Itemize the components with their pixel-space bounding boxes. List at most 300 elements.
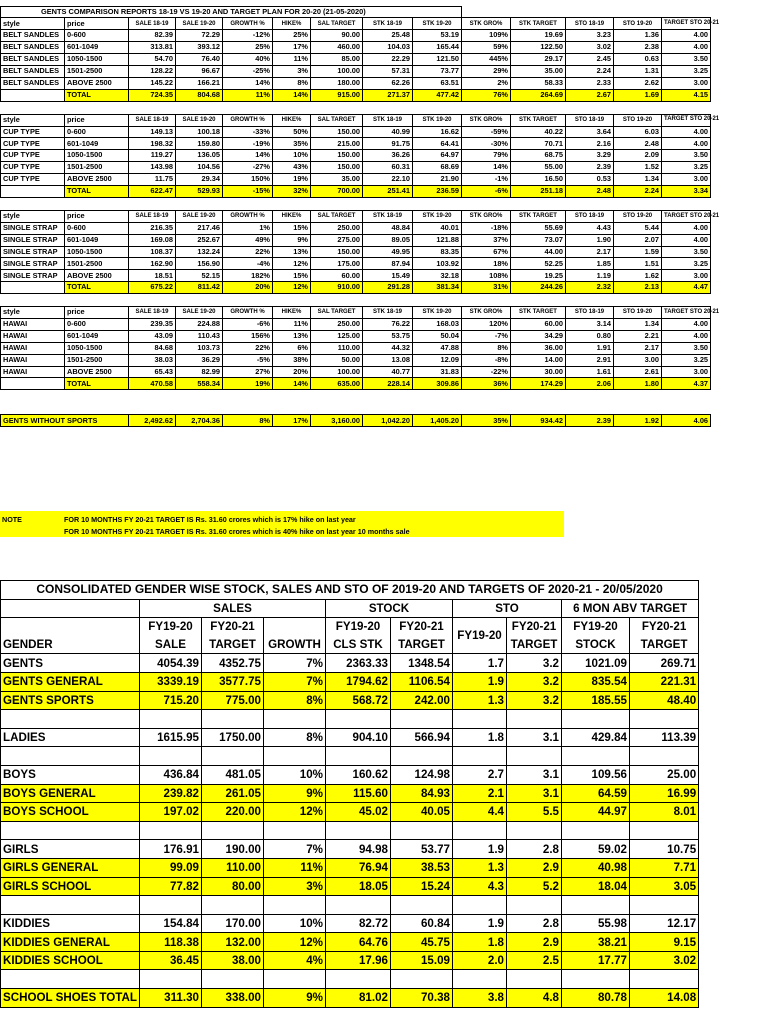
consolidated-cell: 1106.54 xyxy=(391,672,453,691)
consolidated-cell: 40.98 xyxy=(562,858,630,877)
consolidated-gap-row xyxy=(1,747,699,766)
cell: 2.39 xyxy=(566,162,614,174)
cell: 13.08 xyxy=(363,354,413,366)
consolidated-row xyxy=(1,933,699,952)
data-row xyxy=(1,270,711,282)
cell: 4.00 xyxy=(662,234,711,246)
col-header: STO 19-20 xyxy=(614,210,662,222)
cell: 90.00 xyxy=(311,30,363,42)
total-cell: 4.15 xyxy=(662,89,711,101)
consolidated-cell: 60.84 xyxy=(391,914,453,933)
consolidated-cell: 36.45 xyxy=(140,951,202,970)
consolidated-cell: 715.20 xyxy=(140,691,202,710)
cell: 168.03 xyxy=(413,318,462,330)
cell: 150.00 xyxy=(311,162,363,174)
consolidated-cell: 8% xyxy=(264,691,326,710)
cell: 4.00 xyxy=(662,126,711,138)
gender-label: GIRLS GENERAL xyxy=(1,858,140,877)
cell: 2.61 xyxy=(614,366,662,378)
gents-without-sports-cell: 2,704.36 xyxy=(176,415,223,427)
consolidated-cell: 5.5 xyxy=(507,803,562,822)
cell: -22% xyxy=(462,366,511,378)
report-title-row xyxy=(1,7,711,18)
cell: 47.88 xyxy=(413,342,462,354)
gap-cell xyxy=(630,710,699,729)
hdr-fy1920-stk-b: CLS STK xyxy=(326,636,391,654)
cell: 216.35 xyxy=(129,222,176,234)
cell: 1.51 xyxy=(614,258,662,270)
total-cell: 2.13 xyxy=(614,282,662,294)
cell: 11% xyxy=(273,318,311,330)
cell: 125.00 xyxy=(311,330,363,342)
cell: 6.03 xyxy=(614,126,662,138)
cell: SINGLE STRAP xyxy=(1,270,65,282)
consolidated-cell: 15.09 xyxy=(391,951,453,970)
consolidated-cell: 64.59 xyxy=(562,784,630,803)
cell: 2.45 xyxy=(566,54,614,66)
cell: 3.00 xyxy=(662,77,711,89)
consolidated-cell: 18.04 xyxy=(562,877,630,896)
consolidated-cell: 3.2 xyxy=(507,691,562,710)
gents-without-sports-cell: 8% xyxy=(223,415,273,427)
cell: 169.08 xyxy=(129,234,176,246)
cell: 87.94 xyxy=(363,258,413,270)
cell: 3.25 xyxy=(662,162,711,174)
consolidated-cell: 7.71 xyxy=(630,858,699,877)
col-header: STK 19-20 xyxy=(413,210,462,222)
col-header: STK TARGET xyxy=(511,114,566,126)
gap-cell xyxy=(630,970,699,989)
cell: 64.41 xyxy=(413,138,462,150)
col-header: STK 18-19 xyxy=(363,114,413,126)
col-header: GROWTH % xyxy=(223,210,273,222)
total-cell: TOTAL xyxy=(65,89,129,101)
hdr-six-target-a: FY20-21 xyxy=(630,618,699,636)
consolidated-cell: 170.00 xyxy=(202,914,264,933)
hdr-fy2021-stk-b: TARGET xyxy=(391,636,453,654)
cell: 12.09 xyxy=(413,354,462,366)
consolidated-cell: 3.1 xyxy=(507,765,562,784)
cell: ABOVE 2500 xyxy=(65,77,129,89)
total-cell xyxy=(1,185,65,197)
consolidated-cell: 45.02 xyxy=(326,803,391,822)
col-header: STK GRO% xyxy=(462,18,511,30)
consolidated-cell: 38.53 xyxy=(391,858,453,877)
consolidated-cell: 2.9 xyxy=(507,933,562,952)
cell: 166.21 xyxy=(176,77,223,89)
cell: SINGLE STRAP xyxy=(1,234,65,246)
total-cell: 14% xyxy=(273,378,311,390)
consolidated-cell: 2.5 xyxy=(507,951,562,970)
total-cell: 31% xyxy=(462,282,511,294)
cell: 110.00 xyxy=(311,342,363,354)
cell: 50.00 xyxy=(311,354,363,366)
cell: 601-1049 xyxy=(65,42,129,54)
gents-without-sports-cell: 4.06 xyxy=(662,415,711,427)
cell: 65.43 xyxy=(129,366,176,378)
gap-cell xyxy=(140,821,202,840)
consolidated-cell: 4054.39 xyxy=(140,654,202,673)
total-cell: 36% xyxy=(462,378,511,390)
col-header: style xyxy=(1,307,65,319)
cell: 19.69 xyxy=(511,30,566,42)
total-cell: 635.00 xyxy=(311,378,363,390)
gents-without-sports-cell: 3,160.00 xyxy=(311,415,363,427)
cell: 275.00 xyxy=(311,234,363,246)
cell: CUP TYPE xyxy=(1,162,65,174)
cell: 182% xyxy=(223,270,273,282)
gender-label: GENTS xyxy=(1,654,140,673)
consolidated-cell: 1615.95 xyxy=(140,728,202,747)
cell: 36.29 xyxy=(176,354,223,366)
gender-label: GENTS SPORTS xyxy=(1,691,140,710)
cell: SINGLE STRAP xyxy=(1,246,65,258)
consolidated-cell: 1.9 xyxy=(453,840,507,859)
consolidated-cell: 311.30 xyxy=(140,989,202,1008)
consolidated-cell: 242.00 xyxy=(391,691,453,710)
cell: 108.37 xyxy=(129,246,176,258)
cell: 122.50 xyxy=(511,42,566,54)
cell: SINGLE STRAP xyxy=(1,258,65,270)
consolidated-cell: 481.05 xyxy=(202,765,264,784)
cell: -4% xyxy=(223,258,273,270)
cell: ABOVE 2500 xyxy=(65,366,129,378)
cell: 3.00 xyxy=(662,270,711,282)
consolidated-cell: 82.72 xyxy=(326,914,391,933)
total-cell: 2.48 xyxy=(566,185,614,197)
consolidated-row xyxy=(1,728,699,747)
col-header: HIKE% xyxy=(273,114,311,126)
cell: 60.31 xyxy=(363,162,413,174)
total-cell: 915.00 xyxy=(311,89,363,101)
col-header: style xyxy=(1,18,65,30)
cell: -27% xyxy=(223,162,273,174)
consolidated-cell: 11% xyxy=(264,858,326,877)
hdr-fy1920-sale-b: SALE xyxy=(140,636,202,654)
cell: 150.00 xyxy=(311,126,363,138)
gap-cell xyxy=(140,896,202,915)
cell: 40.99 xyxy=(363,126,413,138)
cell: 22% xyxy=(223,342,273,354)
total-cell: 76% xyxy=(462,89,511,101)
col-header: STK GRO% xyxy=(462,114,511,126)
consolidated-cell: 3.1 xyxy=(507,728,562,747)
cell: 1.36 xyxy=(614,30,662,42)
cell: 119.27 xyxy=(129,150,176,162)
cell: 14% xyxy=(223,77,273,89)
cell: 0-600 xyxy=(65,30,129,42)
consolidated-cell: 3.1 xyxy=(507,784,562,803)
cell: 162.90 xyxy=(129,258,176,270)
cell: 40.77 xyxy=(363,366,413,378)
cell: 40.01 xyxy=(413,222,462,234)
gap-cell xyxy=(202,896,264,915)
total-cell: 2.24 xyxy=(614,185,662,197)
col-header: STK GRO% xyxy=(462,210,511,222)
consolidated-cell: 45.75 xyxy=(391,933,453,952)
consolidated-cell: 10% xyxy=(264,765,326,784)
consolidated-gap-row xyxy=(1,970,699,989)
cell: 150% xyxy=(223,174,273,186)
gap-cell xyxy=(562,710,630,729)
col-header: STK 19-20 xyxy=(413,307,462,319)
cell: 14% xyxy=(223,150,273,162)
cell: 36.00 xyxy=(511,342,566,354)
consolidated-cell: 124.98 xyxy=(391,765,453,784)
cell: 1.31 xyxy=(614,65,662,77)
section-gap xyxy=(1,197,711,210)
gap-cell xyxy=(453,710,507,729)
total-cell: 309.86 xyxy=(413,378,462,390)
cell: 22% xyxy=(223,246,273,258)
consolidated-cell: 4.3 xyxy=(453,877,507,896)
consolidated-cell: 4.4 xyxy=(453,803,507,822)
gap-cell xyxy=(1,896,140,915)
cell: -33% xyxy=(223,126,273,138)
gender-label: BOYS SCHOOL xyxy=(1,803,140,822)
consolidated-cell: 239.82 xyxy=(140,784,202,803)
total-row xyxy=(1,282,711,294)
total-cell: 236.59 xyxy=(413,185,462,197)
cell: CUP TYPE xyxy=(1,138,65,150)
gap-cell xyxy=(453,970,507,989)
hdr-six-target-b: TARGET xyxy=(630,636,699,654)
cell: 2.62 xyxy=(614,77,662,89)
cell: 37% xyxy=(462,234,511,246)
gap-cell xyxy=(326,747,391,766)
col-header: SALE 19-20 xyxy=(176,210,223,222)
gap-cell xyxy=(391,970,453,989)
total-cell: 4.37 xyxy=(662,378,711,390)
consolidated-row xyxy=(1,784,699,803)
col-header: STK 18-19 xyxy=(363,307,413,319)
total-cell: 174.29 xyxy=(511,378,566,390)
consolidated-cell: 1750.00 xyxy=(202,728,264,747)
consolidated-cell: 118.38 xyxy=(140,933,202,952)
cell: 84.68 xyxy=(129,342,176,354)
gap-cell xyxy=(391,896,453,915)
gap-cell xyxy=(453,896,507,915)
gap-cell xyxy=(202,710,264,729)
cell: 0-600 xyxy=(65,222,129,234)
consolidated-cell: 775.00 xyxy=(202,691,264,710)
consolidated-cell: 94.98 xyxy=(326,840,391,859)
group-six-month: 6 MON ABV TARGET xyxy=(562,599,699,618)
cell: 175.00 xyxy=(311,258,363,270)
cell: 16.62 xyxy=(413,126,462,138)
consolidated-cell: 9% xyxy=(264,784,326,803)
total-cell xyxy=(1,378,65,390)
col-header: STK 18-19 xyxy=(363,210,413,222)
consolidated-cell: 5.2 xyxy=(507,877,562,896)
cell: 62.26 xyxy=(363,77,413,89)
header-blank-2 xyxy=(1,618,140,636)
consolidated-cell: 261.05 xyxy=(202,784,264,803)
consolidated-cell: 1.8 xyxy=(453,728,507,747)
cell: -12% xyxy=(223,30,273,42)
consolidated-cell: 17.77 xyxy=(562,951,630,970)
consolidated-cell: 44.97 xyxy=(562,803,630,822)
total-cell: 11% xyxy=(223,89,273,101)
gents-without-sports-cell: 1.92 xyxy=(614,415,662,427)
cell: 14.00 xyxy=(511,354,566,366)
consolidated-cell: 1.8 xyxy=(453,933,507,952)
data-row xyxy=(1,174,711,186)
cell: 2.24 xyxy=(566,65,614,77)
cell: 0-600 xyxy=(65,126,129,138)
cell: ABOVE 2500 xyxy=(65,270,129,282)
cell: 4.00 xyxy=(662,138,711,150)
report-title: GENTS COMPARISON REPORTS 18-19 VS 19-20 AND TARGET PLAN FOR 20-20 (21-05-2020) xyxy=(1,7,462,18)
cell: 25% xyxy=(273,30,311,42)
cell: 52.15 xyxy=(176,270,223,282)
total-row xyxy=(1,378,711,390)
consolidated-cell: 48.40 xyxy=(630,691,699,710)
cell: 13% xyxy=(273,330,311,342)
gap-cell xyxy=(391,747,453,766)
total-cell: 12% xyxy=(273,282,311,294)
cell: BELT SANDLES xyxy=(1,65,65,77)
consolidated-cell: 113.39 xyxy=(630,728,699,747)
gents-without-sports-cell: 934.42 xyxy=(511,415,566,427)
cell: 50.04 xyxy=(413,330,462,342)
consolidated-cell: 10.75 xyxy=(630,840,699,859)
gender-label: GIRLS SCHOOL xyxy=(1,877,140,896)
consolidated-cell: 4% xyxy=(264,951,326,970)
cell: 3.00 xyxy=(662,174,711,186)
total-row xyxy=(1,185,711,197)
cell: 25.48 xyxy=(363,30,413,42)
cell: 36.26 xyxy=(363,150,413,162)
consolidated-cell: 3.05 xyxy=(630,877,699,896)
consolidated-cell: 338.00 xyxy=(202,989,264,1008)
cell: 52.25 xyxy=(511,258,566,270)
cell: 4.00 xyxy=(662,222,711,234)
consolidated-cell: 3577.75 xyxy=(202,672,264,691)
header-blank xyxy=(1,599,140,618)
total-cell: TOTAL xyxy=(65,378,129,390)
total-cell: 2.32 xyxy=(566,282,614,294)
cell: 4.43 xyxy=(566,222,614,234)
col-header: GROWTH % xyxy=(223,114,273,126)
cell: 3.50 xyxy=(662,150,711,162)
total-cell: 14% xyxy=(273,89,311,101)
consolidated-cell: 190.00 xyxy=(202,840,264,859)
hdr-sto-fy2021-b: TARGET xyxy=(507,636,562,654)
consolidated-row xyxy=(1,989,699,1008)
col-header: SAL TARGET xyxy=(311,210,363,222)
gap-cell xyxy=(507,970,562,989)
consolidated-cell: 84.93 xyxy=(391,784,453,803)
data-row xyxy=(1,54,711,66)
cell: 100.18 xyxy=(176,126,223,138)
cell: 40% xyxy=(223,54,273,66)
cell: 10% xyxy=(273,150,311,162)
col-header: style xyxy=(1,114,65,126)
gents-without-sports-cell: 35% xyxy=(462,415,511,427)
consolidated-cell: 220.00 xyxy=(202,803,264,822)
cell: 104.56 xyxy=(176,162,223,174)
consolidated-cell: 18.05 xyxy=(326,877,391,896)
cell: 49% xyxy=(223,234,273,246)
total-cell: 529.93 xyxy=(176,185,223,197)
title-filler xyxy=(462,7,711,18)
cell: 44.32 xyxy=(363,342,413,354)
cell: 215.00 xyxy=(311,138,363,150)
consolidated-cell: 1.9 xyxy=(453,914,507,933)
total-cell: 724.35 xyxy=(129,89,176,101)
consolidated-cell: 3339.19 xyxy=(140,672,202,691)
hdr-six-stock-b: STOCK xyxy=(562,636,630,654)
total-cell: 1.80 xyxy=(614,378,662,390)
cell: 3.25 xyxy=(662,354,711,366)
consolidated-cell: 4352.75 xyxy=(202,654,264,673)
section-header-row xyxy=(1,18,711,30)
consolidated-cell: 16.99 xyxy=(630,784,699,803)
cell: 27% xyxy=(223,366,273,378)
gents-without-sports-cell: 2,492.62 xyxy=(129,415,176,427)
gap-cell xyxy=(202,747,264,766)
hdr-growth: GROWTH xyxy=(264,636,326,654)
gender-label: KIDDIES SCHOOL xyxy=(1,951,140,970)
consolidated-cell: 14.08 xyxy=(630,989,699,1008)
cell: 12% xyxy=(273,258,311,270)
col-header: price xyxy=(65,114,129,126)
cell: -18% xyxy=(462,222,511,234)
consolidated-cell: 2.0 xyxy=(453,951,507,970)
cell: 8% xyxy=(273,77,311,89)
consolidated-cell: 7% xyxy=(264,672,326,691)
cell: 2.91 xyxy=(566,354,614,366)
cell: 110.43 xyxy=(176,330,223,342)
hdr-sto-fy2021-a: FY20-21 xyxy=(507,618,562,636)
col-header: price xyxy=(65,307,129,319)
cell: 1.85 xyxy=(566,258,614,270)
gap-cell xyxy=(562,896,630,915)
consolidated-cell: 12% xyxy=(264,803,326,822)
consolidated-cell: 64.76 xyxy=(326,933,391,952)
cell: 1050-1500 xyxy=(65,246,129,258)
cell: SINGLE STRAP xyxy=(1,222,65,234)
consolidated-cell: 77.82 xyxy=(140,877,202,896)
cell: 1.34 xyxy=(614,318,662,330)
group-sales: SALES xyxy=(140,599,326,618)
cell: 60.00 xyxy=(311,270,363,282)
gents-without-sports-cell: 1,405.20 xyxy=(413,415,462,427)
hdr-fy2021-stk-a: FY20-21 xyxy=(391,618,453,636)
col-header: SALE 19-20 xyxy=(176,114,223,126)
gap-cell xyxy=(264,896,326,915)
hdr-fy1920-stk-a: FY19-20 xyxy=(326,618,391,636)
cell: 3% xyxy=(273,65,311,77)
cell: 3.25 xyxy=(662,258,711,270)
consolidated-cell: 1021.09 xyxy=(562,654,630,673)
cell: 3.02 xyxy=(566,42,614,54)
cell: 11.75 xyxy=(129,174,176,186)
cell: 1050-1500 xyxy=(65,54,129,66)
cell: 21.90 xyxy=(413,174,462,186)
cell: 3.50 xyxy=(662,54,711,66)
cell: 38.03 xyxy=(129,354,176,366)
cell: -1% xyxy=(462,174,511,186)
gap-cell xyxy=(630,821,699,840)
consolidated-cell: 568.72 xyxy=(326,691,391,710)
consolidated-cell: 197.02 xyxy=(140,803,202,822)
gap-cell xyxy=(391,710,453,729)
gap-cell xyxy=(1,970,140,989)
consolidated-cell: 53.77 xyxy=(391,840,453,859)
data-row xyxy=(1,342,711,354)
